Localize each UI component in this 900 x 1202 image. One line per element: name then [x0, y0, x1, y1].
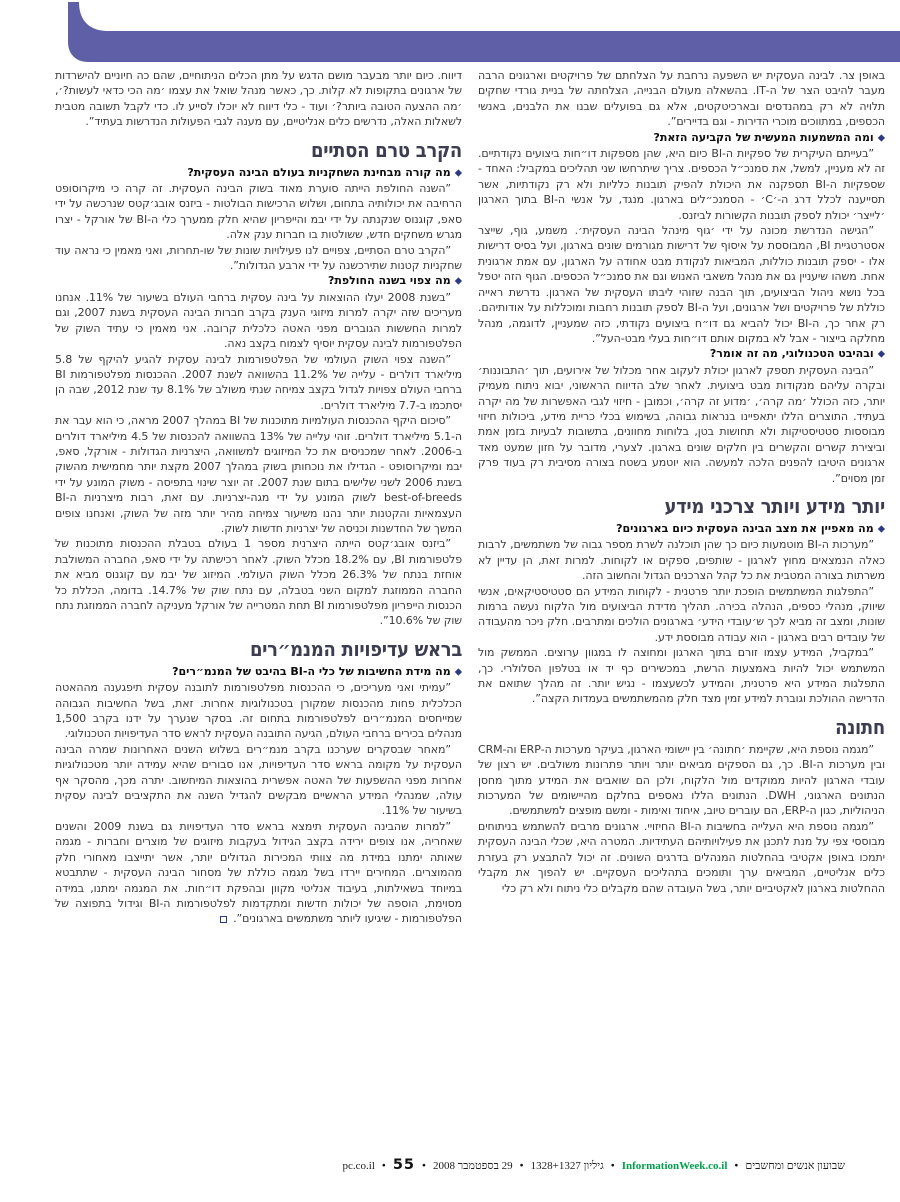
article-paragraph: ”הבינה העסקית תספק לארגון יכולת לעקוב אחר מכלול של אירועים, תוך ׳התבוננות׳ ובקרה עליהם מנקודות מבט ביצועית. לאחר שלב הדיווח הראשוני, יבוא ניתוח מעמיק יותר, כזה הכולל ׳מה קרה׳, ׳מדוע זה קרה׳, וכמובן - חיזוי לגבי האפשרות של מה יקרה בעתיד. התוצרים הללו יתאפיינו בנראות גבוהה, בשימוש בכלי כריית מידע, ביכולות חיזוי מבוססות סטטיסטיקות ולא תחושות בטן, בלוחות מחוונים, בתשובות לבעיות בזמן אמת וביצירת קשרים והקשרים בין חלקים שונים בארגון. לצערי, מדובר על חזון שמעט מאד ארגונים היטיבו להפנים הלכה למעשה. הוא יוטמע בשטח בצורה מסיבית רק בעוד פרק זמן מסוים”.: [478, 363, 885, 485]
article-paragraph: ”סיכום היקף ההכנסות העולמיות מתוכנות של BI במהלך 2007 מראה, כי הוא עבר את ה-5.1 מיליארד דולרים. זוהי עלייה של 13% בהשוואה להכנסות של 4.5 מיליארד דולרים ב-2006. לאחר שמכניסים את כל המיזוגים למשוואה, היצרניות הגדולות - אורקל, סאפ, יבמ ומיקרוסופט - הגדילו את נוכחותן בשוק במהלך 2007 מקצת יותר מחמישית מהשוק בשנת 2006 לשני שלישים בתום שנת 2007. זה יוצר שינוי בתפיסה - משוק המונע על ידי best-of-breeds לשוק המונע על ידי מגה-יצרניות. עם זאת, רבות מיצרניות ה-BI העצמאיות והקטנות יותר נהנו משיעור צמיחה מהיר יותר מזה של השוק, ואנחנו צופים המשך של החדשנות וכניסה של יצרניות חדשות לשוק.: [55, 414, 462, 535]
diamond-bullet-icon: ◆: [877, 348, 885, 360]
column-left: [55, 68, 462, 1154]
diamond-bullet-icon: ◆: [877, 132, 885, 144]
page-footer: [15, 1157, 845, 1173]
header-band-path: [68, 2, 900, 62]
footer-pc-link: pc.co.il: [342, 1160, 375, 1172]
footer-separator-icon: ●: [381, 1162, 386, 1169]
article-paragraph: ”מגמה נוספת היא העלייה בחשיבות ה-BI החיזויי. ארגונים מרבים להשתמש בניתוחים מבוססי צפי על מנת לתכנן את פעילויותיהם העתידיות. המטרה היא, שכלי הבינה העסקית יתמכו באופן אקטיבי בהחלטות המנהלים בדרגים השונים. זה יכול להתבצע רק בעזרת כלים אנליטיים, המביאים ערך ותומכים בתהליכים העסקיים. יש להפוך את מקבלי ההחלטות בארגון לאקטיביים יותר, בשל העובדה שהם מקבלים כלי ניתוח ולא רק כלי: [478, 819, 885, 895]
diamond-bullet-icon: ◆: [877, 523, 885, 535]
article-columns: [55, 68, 885, 1154]
footer-separator-icon: ●: [422, 1162, 426, 1169]
article-paragraph: ”למרות שהבינה העסקית תימצא בראש סדר העדיפויות גם בשנת 2009 והשנים שאחריה, אנו צופים ירידה בקצב הגידול בעקבות מיזוגים של מוצרים וחברות - מגמה שאותה ימתנו במידת מה צוותי המכירות הגדולים יותר, אשר יתייצבו מאחורי חלק מהמוצרים. המחירים יירדו בשל מגמה כוללת של מסחור הבינה העסקית - שתתבטא במיוחד בשאילתות, בעיבוד אנליטי מקוון ובהפקת דו״חות. את המגמה ימתנו, במידה מסוימת, הוספה של יכולות חדשות ומתקדמות לפלטפורמות ה-BI וגידול בתפוצה של הפלטפורמות - שיגיעו ליותר משתמשים בארגונים”.: [55, 819, 462, 926]
diamond-bullet-icon: ◆: [454, 666, 462, 678]
interview-question: ◆ובהיבט הטכנולוגי, מה זה אומר?: [709, 347, 885, 361]
section-heading: יותר מידע ויותר צרכני מידע: [664, 493, 885, 518]
article-paragraph: ”עמיתי ואני מעריכים, כי ההכנסות מפלטפורמות לתובנה עסקית תיפגענה מההאטה הכלכלית פחות מהכנסות שמקורן בטכנולוגיות אחרות. זאת, בשל החשיבות הגבוהה שמייחסים המנמ״רים לפלטפורמות בתחום זה. בסקר שנערך על ידנו בקרב 1,500 מנהלים בכירים ברחבי העולם, הגיעה התובנה העסקית לראש סדר העדיפויות הטכנולוגי.: [55, 681, 462, 741]
footer-page-number: 55: [392, 1157, 416, 1173]
article-paragraph: ”השנה צפוי השוק העולמי של הפלטפורמות לבינה עסקית להגיע להיקף של 5.8 מיליארד דולרים - עלייה של 11.2% בהשוואה לשנת 2007. ההכנסות מפלטפורמות BI ברחבי העולם צפויות לגדול בקצב צמיחה שנתי משולב של 8.1% עד שנת 2012, שבה הן יסתכמו ב-7.7 מיליארד דולרים.: [55, 352, 463, 412]
article-paragraph: ”מאחר שבסקרים שערכנו בקרב מנמ״רים בשלוש השנים האחרונות שמרה הבינה העסקית על מקומה בראש סדר העדיפויות, אנו סבורים שהיא עמידה יותר מטכנולוגיות אחרות מפני ההשפעות של האטה אפשרית בהוצאות המיחשוב. יתרה מכך, מהסקר אף עולה, שמנהלי המידע הראשיים מבקשים להגדיל השנה את התקציבים לבינה עסקית בשיעור של 11%.: [55, 742, 462, 818]
article-paragraph: ”ביזנס אובג׳קטס הייתה היצרנית מספר 1 בעולם בטבלת ההכנסות מתוכנות של פלטפורמות BI, עם 18.2% מכלל השוק. לאחר רכישתה על ידי סאפ, החברה המשולבת אוחזת בנתח של 26.3% מכלל השוק העולמי. המיזוג של יבמ עם קוגנוס מביא את החברה הממוזגת למקום השני בטבלה, עם נתח שוק של 14.7%. בדומה, הכללת כל הכנסות הייפריון מפלטפורמות BI תחת המטרייה של אורקל מעניקה לחברה הממוזגת נתח שוק של 10.6%”.: [55, 537, 463, 628]
header-band-graphic: [0, 0, 900, 70]
end-of-article-icon: [220, 916, 227, 923]
footer-separator-icon: ●: [519, 1162, 524, 1169]
article-paragraph: ”השנה החולפת הייתה סוערת מאוד בשוק הבינה העסקית. זה קרה כי מיקרוסופט הרחיבה את יכולותיה בתחום, ושלוש הרכישות הבולטות - ביזנס אובג׳קטס שנרכשה על ידי סאפ, קוגנוס שנקנתה על ידי יבמ והייפריון שהיא חלק ממערך כלי ה-BI של אורקל - יצרו מגרש משחקים חדש, ששולטות בו חברות ענק אלה.: [55, 182, 462, 242]
article-paragraph: ”הגישה הנדרשת מכונה על ידי ׳גוף מינהל הבינה העסקית׳. משמע, גוף, שייצר אסטרטגיית BI, המבוססת על איסוף של דרישות מגורמים שונים בארגון, ועל בסיס דרישות אלו - יספק תובנות כוללות, המביאות לנקודת מבט אחודה על הארגון, עם אמת ארגונית אחת. משהו שיעניין גם את מנהל משאבי האנוש וגם את סמנכ״ל הכספים. הגוף הזה יטפל בכל נושא ניהול הביצועים, תוך הבנה שזוהי ליבתו העסקית של הארגון. נדרשת ראייה כוללת של פרויקטים ושל ארגונים, ועל ה-BI לספק תובנות רחבות ומוכללות על אודותיהם. רק אחר כך, ה-BI יכול להביא גם דו״ח ביצועים נקודתי, כזה שמעניין, לדוגמה, מנהל מחלקה בייצור - אבל לא במקום אותם דו״חות בעלי מבט-העל”.: [478, 224, 885, 345]
article-paragraph: באופן צר. לבינה העסקית יש השפעה נרחבת על הצלחתם של פרויקטים וארגונים הרבה מעבר להיבט הצר של ה-IT. בהשאלה מעולם הבנייה, הצלחתה של בניית גורדי שחקים תלויה לא רק במהנדסים ובארכיטקטים, אלא גם בפועלים שבנו את הלבנים, באנשי הכספים, במתווכים מוכרי הדירות - וגם בדיירים”.: [478, 69, 885, 129]
footer-informationweek-link: InformationWeek.co.il: [621, 1160, 728, 1172]
footer-magazine-name: שבועון אנשים ומחשבים: [745, 1160, 845, 1172]
article-paragraph: ”הקרב טרם הסתיים, צפויים לנו פעילויות שונות של שו-תחרות, ואני מאמין כי נראה עוד שחקניות קטנות שתירכשנה על ידי ארבע הגדולות”.: [55, 243, 462, 273]
footer-separator-icon: ●: [734, 1162, 739, 1169]
article-paragraph: ”התפלגות המשתמשים הופכת יותר פרטנית - לקוחות המידע הם סטטיסטיקאים, אנשי שיווק, מנהלי כספים, הנהלה בכירה. תהליך מדידת הביצועים מול הלקוח נעשה ברמות שונות, ומצב זה מביא לכך ש׳עובדי הידע׳ בארגונים הולכים ומתרבים. חלק ניכר מהעבודה של עובדים רבים בארגון - הוא עבודה מבוססת ידע.: [478, 584, 885, 644]
diamond-bullet-icon: ◆: [454, 167, 462, 179]
footer-issue-number: גיליון 1328+1327: [530, 1160, 604, 1172]
article-paragraph: ”מערכות ה-BI מוטמעות כיום כך שהן תוכלנה לשרת מספר גבוה של משתמשים, לרבות כאלה הנמצאים מחוץ לארגון - שותפים, ספקים או לקוחות. למרות זאת, הן עדיין לא משרתות בצורה המטבית את כל קהל הצרכנים הגדול והחשוב הזה.: [478, 538, 885, 583]
section-heading: בראש עדיפויות המנמ״רים: [249, 636, 462, 661]
footer-items: [342, 1157, 845, 1173]
footer-separator-icon: ●: [610, 1162, 615, 1169]
interview-question: ◆מה קורה מבחינת השחקניות בעולם הבינה העסקית?: [187, 165, 462, 179]
interview-question: ◆ומה המשמעות המעשית של הקביעה הזאת?: [653, 130, 885, 144]
article-paragraph: ”במקביל, המידע עצמו זורם בתוך הארגון ומחוצה לו במגוון ערוצים. הממשק מול המשתמש יכול להיות באמצעות הרשת, במכשירים כף יד או בטלפון הסלולרי. כך, התפלגות המידע היא פרטנית, והמידע לכשעצמו - נגיש יותר. זה מהלך שתואם את הדרישה ההולכת וגוברת למידע זמין מצד חלק מהמשתמשים בעמדות הקצה”.: [478, 646, 885, 706]
interview-question: ◆מה מידת החשיבות של כלי ה-BI בהיבט של המנמ״רים?: [172, 664, 462, 678]
section-heading: חתונה: [835, 714, 885, 739]
diamond-bullet-icon: ◆: [454, 275, 462, 287]
article-paragraph: דיווח. כיום יותר מבעבר מושם הדגש על מתן הכלים הניתוחיים, שהם כה חיוניים להישרדות של ארגונים בתקופות לא קלות. כך, כאשר מנהל שואל את עצמו ׳מה הכי כדאי לעשות?׳, ׳מה ההצעה הטובה ביותר?׳ ועוד - כלי דיווח לא יוכלו לסייע לו. כדי לקבל תשובה מטבית לשאלות האלה, נדרשים כלים אנליטיים, עם מענה לגבי הפעולות הנדרשות בעתיד”.: [55, 69, 462, 129]
article-paragraph: ”מגמה נוספת היא, שקיימת ׳חתונה׳ בין יישומי הארגון, בעיקר מערכות ה-ERP וה-CRM ובין מערכות ה-BI. כך, גם הספקים מביאים יותר ויותר פתרונות משולבים. יש רצון של עובדי הארגון להיות ממוקדים מול הלקוח, ולכן הם שואבים את המידע מתוך מחסן הנתונים הארגוני, DWH. הנתונים הללו נאספים בחלקם מהיישומים של המערכות הניהוליות, כגון ה-ERP, הם עוברים טיוב, איחוד ואימות - ומשם מופצים למשתמשים.: [478, 742, 885, 818]
article-paragraph: ”בשנת 2008 יעלו ההוצאות על בינה עסקית ברחבי העולם בשיעור של 11%. אנחנו מעריכים שזה יקרה למרות מיזוגי הענק בקרב חברות הבינה העסקית בשנת 2007, וגם למרות החששות הגוברים מפני האטה כלכלית קרובה. אני מאמין כי עתיד השוק של הפלטפורמות לבינה עסקית יוסיף לצמוח בקצב נאה.: [55, 290, 462, 351]
column-right: [478, 68, 885, 1154]
article-paragraph: ”בעייתם העיקרית של ספקיות ה-BI כיום היא, שהן מספקות דו״חות ביצועים נקודתיים. זה לא מעניין, למשל, את סמנכ״ל הכספים. צריך שיתרחשו שני תהליכים במקביל: האחד - שספקיות ה-BI תספקנה את היכולת להפיק תובנות כלליות ולא רק נקודתיות, אשר תסייענה לכלל דרג ה-׳C׳ - הסמנכ״לים בארגון. מנגד, על אנשי ה-BI בתוך הארגון ׳לייצר׳ יכולת לספק תובנות הקשורות לביזנס.: [478, 147, 885, 222]
footer-date: 29 בספטמבר 2008: [432, 1160, 513, 1172]
interview-question: ◆מה מאפיין את מצב הבינה העסקית כיום בארגונים?: [616, 521, 885, 535]
section-heading: הקרב טרם הסתיים: [310, 137, 462, 162]
interview-question: ◆מה צפוי בשנה החולפת?: [327, 274, 462, 288]
